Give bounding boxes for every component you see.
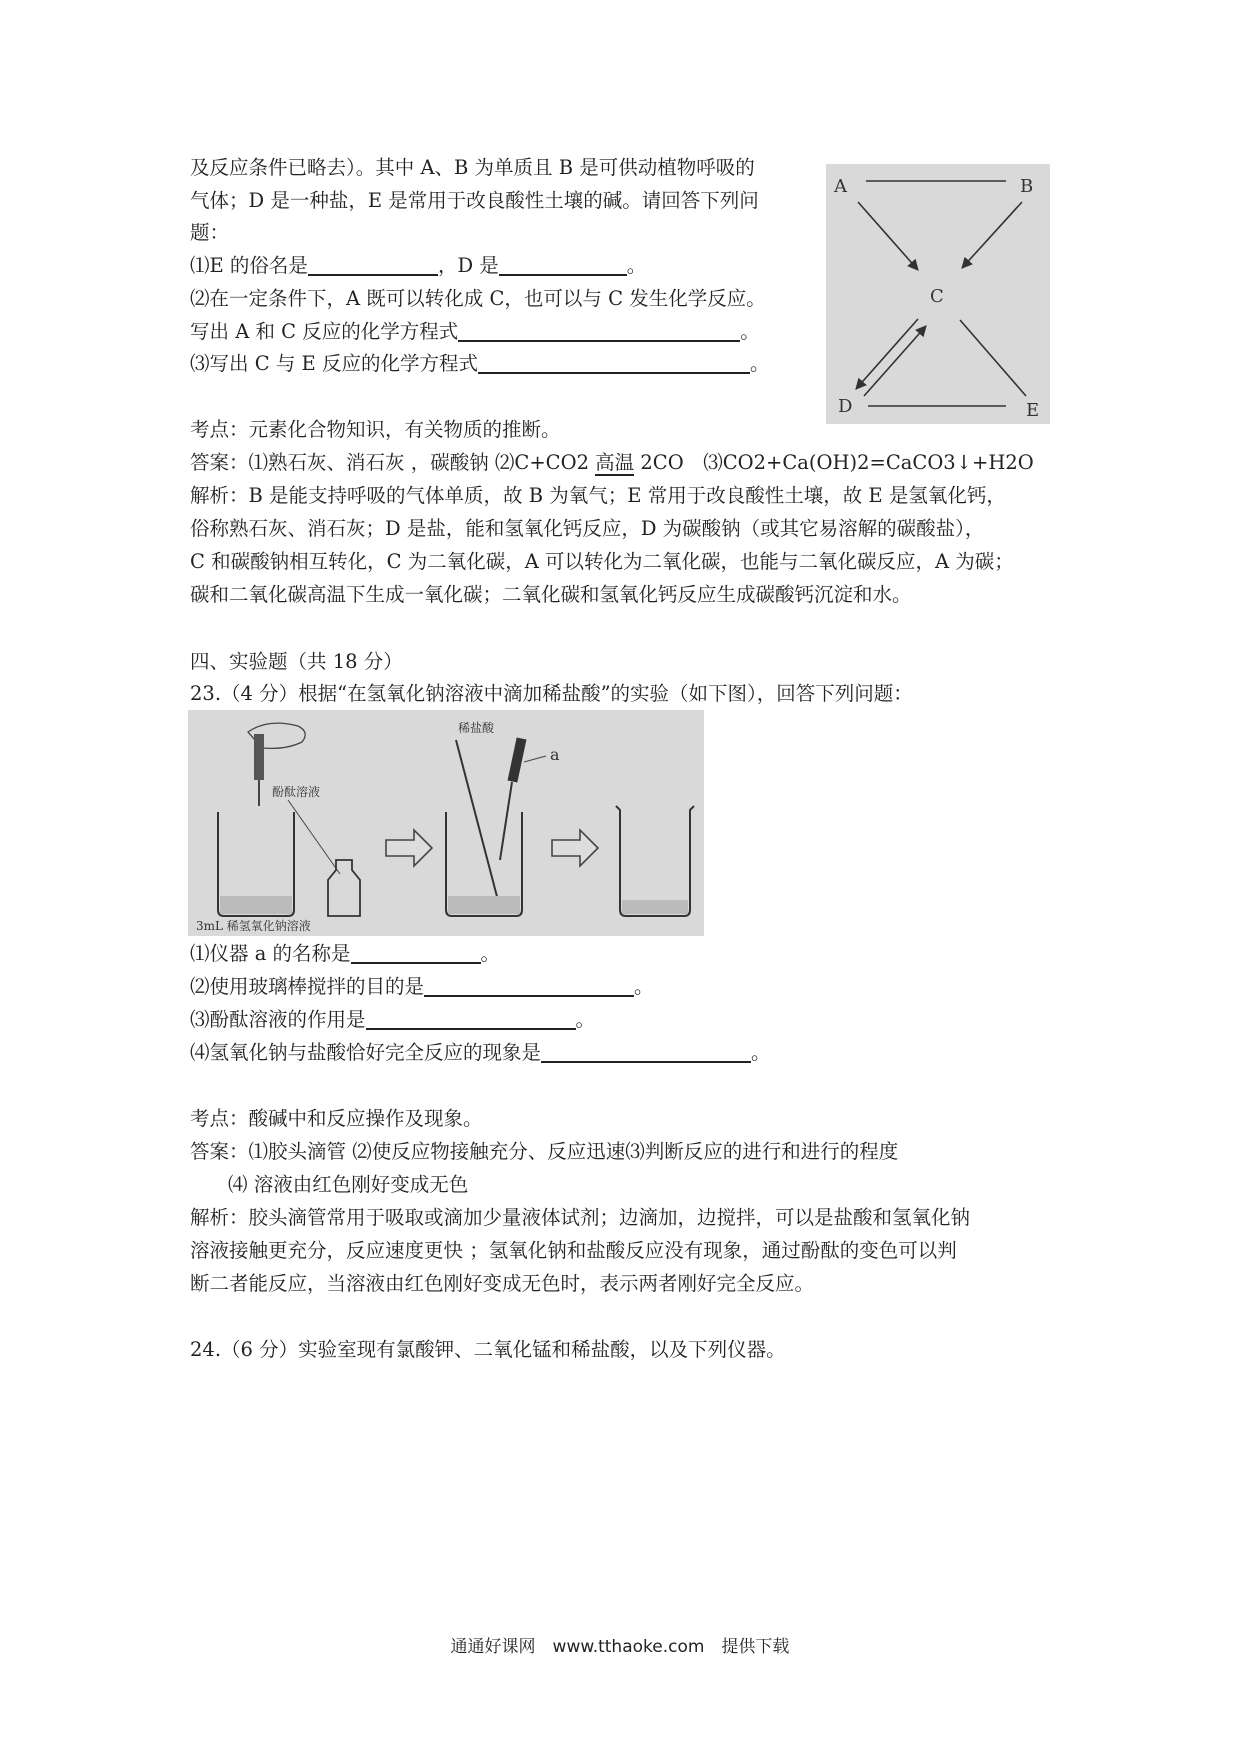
- label-a: a: [550, 745, 560, 764]
- q23-answer-line2: ⑷ 溶液由红色刚好变成无色: [228, 1173, 469, 1196]
- leader-line-a: [524, 756, 546, 762]
- leader-line: [288, 800, 340, 874]
- q24-stem: 24.（6 分）实验室现有氯酸钾、二氧化锰和稀盐酸，以及下列仪器。: [190, 1338, 786, 1361]
- node-b: B: [1020, 176, 1034, 197]
- node-c: C: [930, 286, 944, 307]
- page-footer: 通通好课网 www.tthaoke.com 提供下载: [450, 1637, 790, 1657]
- answer-blank[interactable]: [351, 940, 481, 964]
- q23-part2: ⑵使用玻璃棒搅拌的目的是 。: [190, 975, 654, 998]
- glass-rod-icon: [456, 740, 500, 908]
- answer-blank[interactable]: [499, 252, 627, 276]
- solution-fill: [220, 896, 292, 914]
- arrow-b-to-c: [962, 202, 1022, 268]
- dropper-a-icon: [508, 737, 527, 782]
- q23-part3: ⑶酚酞溶液的作用是 。: [190, 1008, 596, 1031]
- next-step-arrow-icon: [386, 830, 432, 866]
- reaction-condition: 高温: [595, 451, 635, 474]
- answer-blank[interactable]: [424, 973, 634, 997]
- q22-intro-line3: 题：: [190, 221, 230, 244]
- q23-experiment-figure: [188, 710, 704, 936]
- answer-blank[interactable]: [458, 318, 740, 342]
- label-naoh-solution: 3mL 稀氢氧化钠溶液: [196, 919, 311, 933]
- q23-jiexi-line1: 解析：胶头滴管常用于吸取或滴加少量液体试剂；边滴加，边搅拌，可以是盐酸和氢氧化钠: [190, 1206, 971, 1229]
- q23-jiexi-line3: 断二者能反应，当溶液由红色刚好变成无色时，表示两者刚好完全反应。: [190, 1272, 815, 1295]
- q22-jiexi-line2: 俗称熟石灰、消石灰；D 是盐，能和氢氧化钙反应，D 为碳酸钠（或其它易溶解的碳酸盐），: [190, 517, 985, 540]
- section-heading: 四、实验题（共 18 分）: [190, 650, 403, 673]
- q22-answer: 答案：⑴熟石灰、消石灰 ，碳酸钠 ⑵C+CO2 高温 2CO ⑶CO2+Ca(OH)2=CaCO3↓+H2O: [190, 451, 1034, 474]
- dropper-a-tube: [500, 782, 512, 860]
- q23-stem: 23.（4 分）根据“在氢氧化钠溶液中滴加稀盐酸”的实验（如下图），回答下列问题：: [190, 682, 913, 705]
- node-a: A: [834, 176, 847, 197]
- arrow-a-to-c: [858, 202, 918, 270]
- label-phenolphthalein: 酚酞溶液: [272, 785, 321, 799]
- q22-jiexi-line4: 碳和二氧化碳高温下生成一氧化碳；二氧化碳和氢氧化钙反应生成碳酸钙沉淀和水。: [190, 583, 912, 606]
- next-step-arrow-icon: [552, 830, 598, 866]
- q22-part1: ⑴E 的俗名是 ，D 是 。: [190, 254, 647, 277]
- q22-relationship-diagram: [826, 164, 1050, 424]
- q23-kaodian: 考点：酸碱中和反应操作及现象。: [190, 1107, 483, 1130]
- q23-figure-svg: [188, 710, 704, 936]
- reagent-bottle-icon: [328, 860, 360, 916]
- solution-fill: [622, 900, 688, 914]
- answer-blank[interactable]: [308, 252, 438, 276]
- q23-jiexi-line2: 溶液接触更充分，反应速度更快 ；氢氧化钠和盐酸反应没有现象，通过酚酞的变色可以判: [190, 1239, 957, 1262]
- q22-jiexi-line3: C 和碳酸钠相互转化，C 为二氧化碳，A 可以转化为二氧化碳，也能与二氧化碳反应，A 为碳；: [190, 550, 1014, 573]
- arrow-c-to-d: [856, 319, 918, 389]
- q22-part2-line2: 写出 A 和 C 反应的化学方程式 。: [190, 320, 760, 343]
- label-dilute-hcl: 稀盐酸: [458, 721, 495, 735]
- q23-answer-line1: 答案：⑴胶头滴管 ⑵使反应物接触充分、反应迅速⑶判断反应的进行和进行的程度: [190, 1140, 899, 1163]
- solution-fill: [448, 896, 520, 914]
- dropper-icon: [254, 734, 264, 780]
- q22-part2-line1: ⑵在一定条件下，A 既可以转化成 C，也可以与 C 发生化学反应。: [190, 287, 766, 310]
- answer-blank[interactable]: [478, 350, 750, 374]
- node-e: E: [1026, 400, 1040, 421]
- beaker-icon: [616, 806, 694, 916]
- node-d: D: [838, 396, 853, 417]
- q23-part4: ⑷氢氧化钠与盐酸恰好完全反应的现象是 。: [190, 1041, 771, 1064]
- q23-part1: ⑴仪器 a 的名称是 。: [190, 942, 501, 965]
- q22-part3: ⑶写出 C 与 E 反应的化学方程式 。: [190, 352, 770, 375]
- q22-intro-line2: 气体；D 是一种盐，E 是常用于改良酸性土壤的碱。请回答下列问: [190, 189, 759, 212]
- q22-jiexi-line1: 解析：B 是能支持呼吸的气体单质，故 B 为氧气；E 常用于改良酸性土壤，故 E 是氢氧化钙，: [190, 484, 1006, 507]
- q22-kaodian: 考点：元素化合物知识，有关物质的推断。: [190, 418, 561, 441]
- q22-intro-line1: 及反应条件已略去）。其中 A、B 为单质且 B 是可供动植物呼吸的: [190, 156, 755, 179]
- arrow-d-to-c: [864, 326, 926, 396]
- answer-blank[interactable]: [541, 1039, 751, 1063]
- line-c-e: [960, 320, 1026, 396]
- q22-diagram-svg: [826, 164, 1050, 424]
- answer-blank[interactable]: [366, 1006, 576, 1030]
